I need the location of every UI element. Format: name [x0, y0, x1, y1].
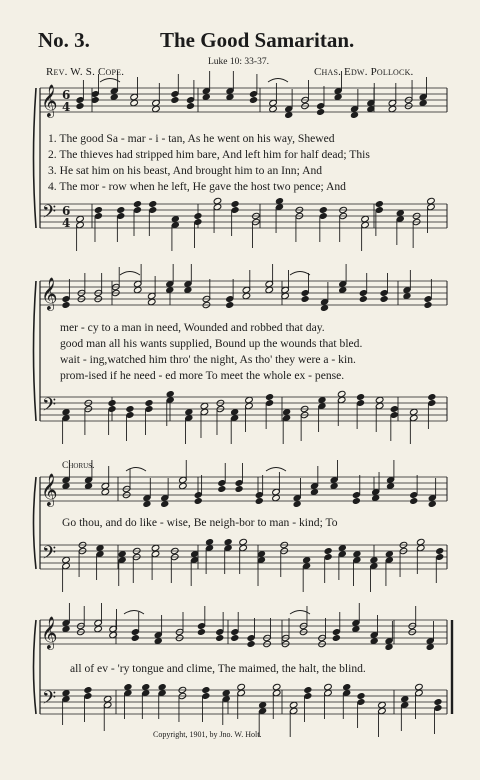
note-head — [375, 396, 384, 403]
note-head — [319, 206, 328, 213]
note-head — [231, 634, 240, 641]
note-head — [154, 637, 163, 644]
note-head — [370, 637, 379, 644]
note-head — [143, 500, 152, 507]
note-head — [352, 497, 361, 504]
lyricist-credit: Rev. W. S. Cope. — [46, 66, 125, 78]
note-head — [380, 295, 389, 302]
verse-2-line-2: good man all his wants supplied, Bound up the wounds that bled. — [60, 337, 363, 350]
note-head — [76, 102, 85, 109]
note-head — [171, 215, 180, 222]
note-head — [245, 396, 254, 403]
note-head — [231, 200, 240, 207]
note-head — [108, 399, 117, 406]
note-head — [324, 683, 333, 690]
note-head — [165, 286, 174, 293]
note-head — [356, 393, 365, 400]
bass-clef-icon: 𝄢 — [42, 543, 57, 568]
note-head — [371, 494, 380, 501]
note-head — [320, 304, 329, 311]
note-head — [84, 482, 93, 489]
note-head — [357, 692, 366, 699]
note-head — [258, 701, 267, 708]
time-signature-numerator: 6 — [62, 88, 71, 102]
note-head — [330, 482, 339, 489]
note-head — [359, 295, 368, 302]
slur — [268, 79, 288, 83]
note-head — [424, 301, 433, 308]
note-head — [239, 538, 248, 545]
composer-credit: Chas. Edw. Pollock. — [314, 66, 414, 78]
note-head — [269, 105, 278, 112]
note-head — [171, 96, 180, 103]
note-head — [148, 200, 157, 207]
note-head — [282, 408, 291, 415]
note-head — [426, 643, 435, 650]
note-head — [151, 544, 160, 551]
note-head — [62, 408, 71, 415]
note-head — [94, 625, 103, 632]
note-head — [415, 683, 424, 690]
note-head — [386, 482, 395, 489]
note-head — [409, 497, 418, 504]
note-head — [370, 556, 379, 563]
note-head — [84, 686, 93, 693]
note-head — [62, 301, 71, 308]
note-head — [200, 402, 209, 409]
note-head — [419, 99, 428, 106]
note-head — [133, 286, 142, 293]
slur — [124, 611, 144, 615]
note-head — [304, 686, 313, 693]
note-head — [342, 683, 351, 690]
note-head — [141, 683, 150, 690]
note-head — [118, 550, 127, 557]
note-head — [184, 286, 193, 293]
note-head — [179, 482, 188, 489]
bass-clef-icon: 𝄢 — [42, 202, 57, 227]
note-head — [152, 105, 161, 112]
note-head — [94, 206, 103, 213]
note-head — [103, 695, 112, 702]
slur — [120, 272, 140, 276]
note-head — [197, 628, 206, 635]
slur — [290, 272, 310, 276]
note-head — [101, 488, 110, 495]
note-head — [302, 556, 311, 563]
verse-1-line-2: mer - cy to a man in need, Wounded and robbed that day. — [60, 321, 325, 334]
chorus-line-2: all of ev - 'ry tongue and clime, The maimed, the halt, the blind. — [70, 662, 366, 675]
note-head — [62, 689, 71, 696]
note-head — [218, 485, 227, 492]
note-head — [289, 701, 298, 708]
hymn-number: No. 3. — [38, 28, 90, 52]
note-head — [316, 108, 325, 115]
note-head — [147, 298, 156, 305]
note-head — [255, 497, 264, 504]
note-head — [62, 625, 71, 632]
note-head — [388, 105, 397, 112]
note-head — [62, 556, 71, 563]
verse-4-line-2: prom-ised if he need - ed more To meet the whole ex - pense. — [60, 369, 345, 382]
note-head — [400, 695, 409, 702]
note-head — [194, 212, 203, 219]
note-head — [293, 500, 302, 507]
note-head — [194, 497, 203, 504]
note-head — [435, 547, 444, 554]
note-head — [375, 200, 384, 207]
slur — [266, 468, 286, 472]
note-head — [145, 399, 154, 406]
treble-clef-icon: 𝄞 — [41, 473, 58, 506]
slur — [100, 79, 120, 83]
note-head — [265, 393, 274, 400]
note-head — [202, 686, 211, 693]
note-head — [310, 488, 319, 495]
note-head — [352, 625, 361, 632]
note-head — [385, 643, 394, 650]
note-head — [428, 393, 437, 400]
note-head — [324, 547, 333, 554]
note-head — [213, 197, 222, 204]
verse-3-line-2: wait - ing,watched him thro' the night, As tho' they were a - kin. — [60, 353, 356, 366]
time-signature-numerator: 6 — [62, 204, 71, 218]
note-head — [284, 111, 293, 118]
note-head — [416, 538, 425, 545]
note-head — [110, 93, 119, 100]
note-head — [185, 408, 194, 415]
note-head — [230, 408, 239, 415]
note-head — [215, 634, 224, 641]
note-head — [222, 689, 231, 696]
note-head — [427, 197, 436, 204]
verse-3-line-1: 3. He sat him on his beast, And brought him to an Inn; And — [48, 164, 323, 177]
treble-clef-icon: 𝄞 — [41, 84, 58, 117]
note-head — [116, 206, 125, 213]
note-head — [242, 292, 251, 299]
note-head — [409, 408, 418, 415]
note-head — [318, 396, 327, 403]
note-head — [265, 286, 274, 293]
note-head — [133, 200, 142, 207]
bass-clef-icon: 𝄢 — [42, 688, 57, 713]
system-brace — [34, 620, 37, 714]
note-head — [350, 111, 359, 118]
note-head — [235, 485, 244, 492]
note-head — [247, 640, 256, 647]
note-head — [225, 301, 234, 308]
note-head — [226, 93, 235, 100]
treble-clef-icon: 𝄞 — [41, 616, 58, 649]
system-brace — [34, 88, 37, 228]
note-head — [205, 538, 214, 545]
note-head — [202, 93, 211, 100]
hymn-title: The Good Samaritan. — [160, 28, 355, 52]
note-head — [166, 390, 175, 397]
note-head — [434, 698, 443, 705]
note-head — [130, 99, 139, 106]
note-head — [378, 701, 387, 708]
verse-4-line-1: 4. The mor - row when he left, He gave the host two pence; And — [48, 180, 346, 193]
note-head — [62, 482, 71, 489]
note-head — [237, 683, 246, 690]
chorus-label: Chorus. — [62, 461, 95, 471]
note-head — [272, 683, 281, 690]
note-head — [396, 209, 405, 216]
note-head — [131, 634, 140, 641]
note-head — [249, 96, 258, 103]
note-head — [158, 683, 167, 690]
note-head — [338, 544, 347, 551]
note-head — [96, 544, 105, 551]
verse-1-line-1: 1. The good Sa - mar - i - tan, As he went on his way, Shewed — [48, 132, 335, 145]
bass-clef-icon: 𝄢 — [42, 395, 57, 420]
note-head — [126, 405, 135, 412]
note-head — [272, 494, 281, 501]
system-brace — [34, 477, 37, 569]
time-signature-denominator: 4 — [62, 100, 71, 114]
note-head — [275, 197, 284, 204]
copyright-notice: Copyright, 1901, by Jno. W. Holt. — [153, 730, 262, 739]
note-head — [301, 295, 310, 302]
time-signature-denominator: 4 — [62, 216, 71, 230]
verse-2-line-1: 2. The thieves had stripped him bare, And left him for half dead; This — [48, 148, 370, 161]
slur — [126, 468, 146, 472]
system-brace — [34, 281, 37, 421]
note-head — [334, 93, 343, 100]
note-head — [403, 292, 412, 299]
note-head — [160, 500, 169, 507]
treble-clef-icon: 𝄞 — [41, 277, 58, 310]
note-head — [361, 215, 370, 222]
note-head — [337, 390, 346, 397]
note-head — [390, 405, 399, 412]
scripture-reference: Luke 10: 33-37. — [208, 57, 269, 67]
note-head — [353, 550, 362, 557]
note-head — [332, 634, 341, 641]
note-head — [385, 550, 394, 557]
note-head — [338, 286, 347, 293]
note-head — [224, 538, 233, 545]
note-head — [186, 102, 195, 109]
note-head — [428, 500, 437, 507]
chorus-line-1: Go thou, and do like - wise, Be neigh-bor to man - kind; To — [62, 516, 338, 529]
note-head — [124, 683, 133, 690]
note-head — [76, 215, 85, 222]
